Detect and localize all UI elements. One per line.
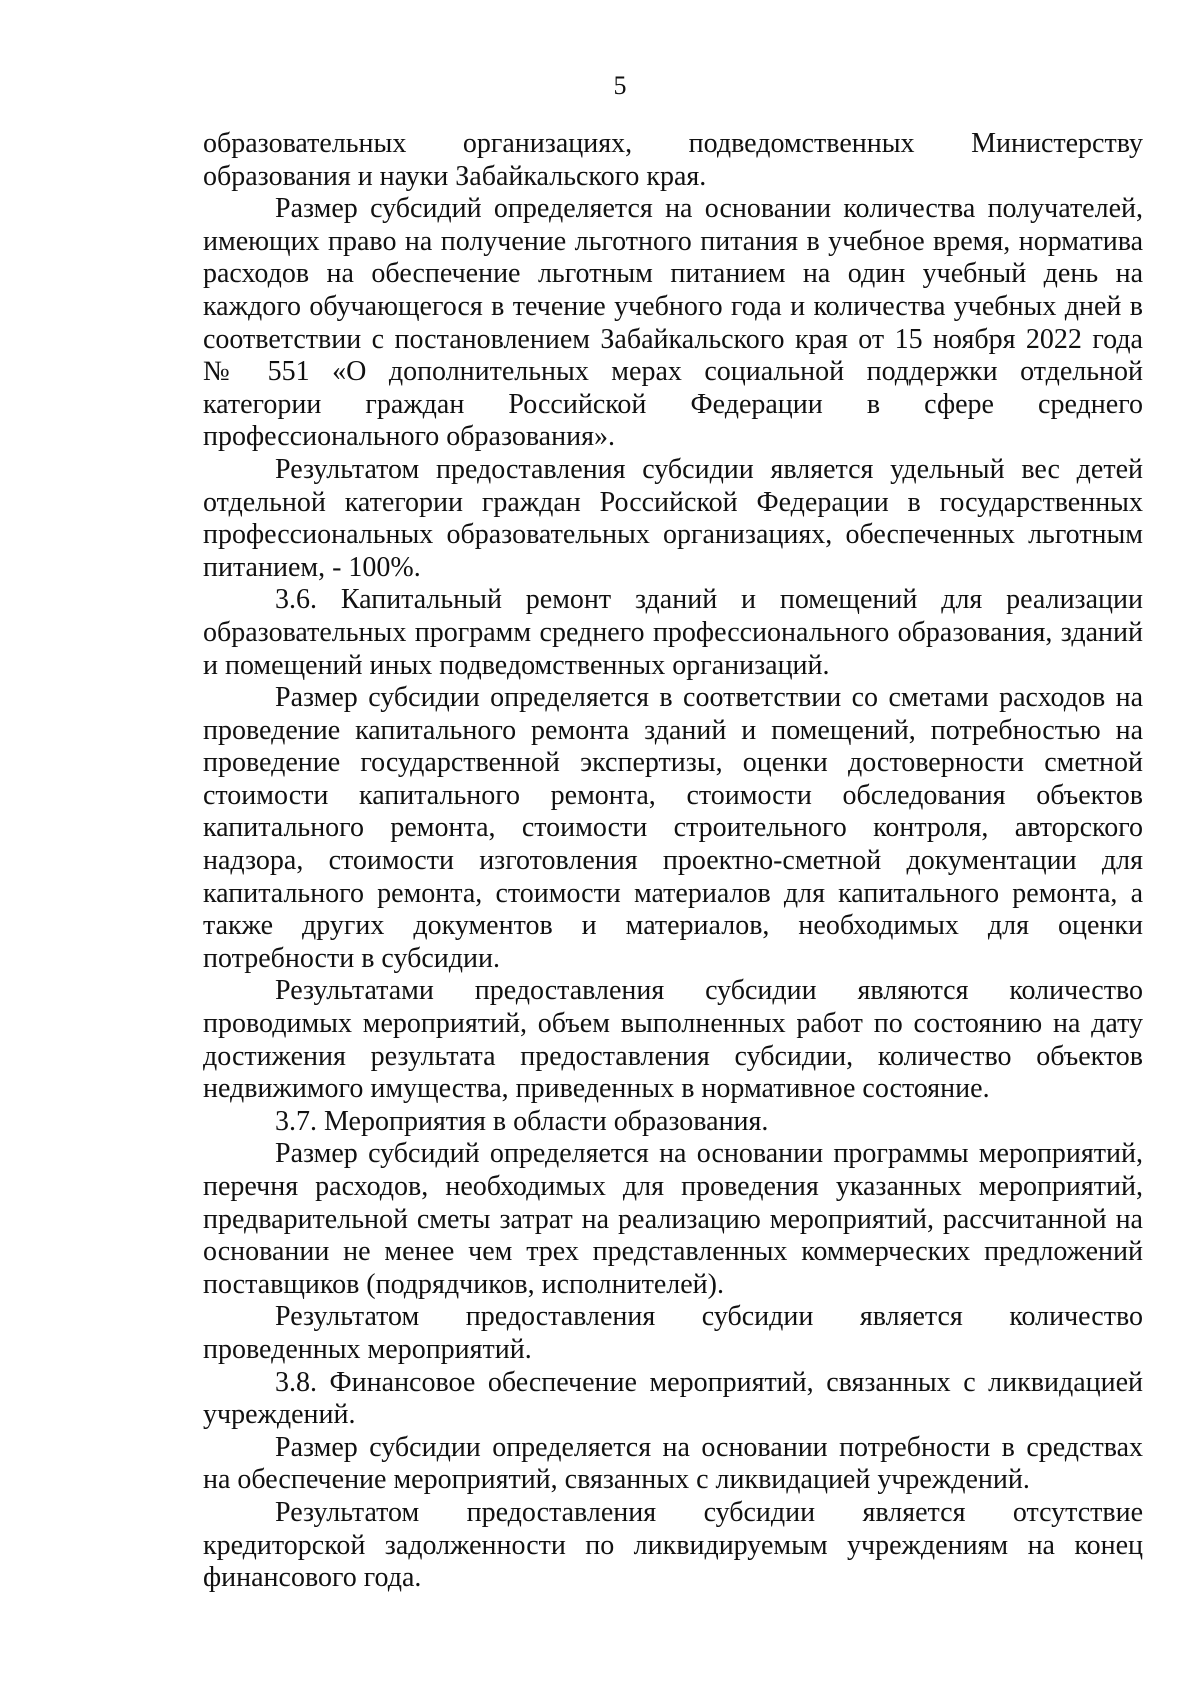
paragraph-result-repair: Результатами предоставления субсидии являются количество проводимых мероприятий, объем выполненных работ по состоянию на дату достижения результата предоставления субсидии, количество объектов недвижимого имущества, приведенных в нормативное состояние. <box>203 975 1143 1105</box>
page-number: 5 <box>613 71 627 100</box>
document-body <box>203 128 1143 1595</box>
paragraph-continuation: образовательных организациях, подведомственных Министерству образования и науки Забайкальского края. <box>203 128 1143 192</box>
paragraph-subsidy-size-meals: Размер субсидий определяется на основании количества получателей, имеющих право на получение льготного питания в учебное время, норматива расходов на обеспечение льготным питанием на один учебный день на каждого обучающегося в течение учебного года и количества учебных дней в соответствии с постановлением Забайкальского края от 15 ноября 2022 года № 551 «О дополнительных мерах социальной поддержки отдельной категории граждан Российской Федерации в сфере среднего профессионального образования». <box>203 193 1143 453</box>
section-3-7-heading: 3.7. Мероприятия в области образования. <box>275 1105 769 1137</box>
paragraph-result-liquidation: Результатом предоставления субсидии является отсутствие кредиторской задолженности по ликвидируемым учреждениям на конец финансового года. <box>203 1496 1143 1594</box>
paragraph-subsidy-size-events: Размер субсидий определяется на основании программы мероприятий, перечня расходов, необходимых для проведения указанных мероприятий, предварительной сметы затрат на реализацию мероприятий, рассчитанной на основании не менее чем трех представленных коммерческих предложений поставщиков (подрядчиков, исполнителей). <box>203 1138 1143 1300</box>
paragraph-result-events: Результатом предоставления субсидии является количество проведенных мероприятий. <box>203 1301 1143 1365</box>
section-3-8-heading: 3.8. Финансовое обеспечение мероприятий, связанных с ликвидацией учреждений. <box>203 1366 1143 1431</box>
paragraph-subsidy-size-liquidation: Размер субсидии определяется на основании потребности в средствах на обеспечение мероприятий, связанных с ликвидацией учреждений. <box>203 1431 1143 1496</box>
paragraph-subsidy-size-repair: Размер субсидии определяется в соответствии со сметами расходов на проведение капитального ремонта зданий и помещений, потребностью на проведение государственной экспертизы, оценки достоверности сметной стоимости капитального ремонта, стоимости обследования объектов капитального ремонта, стоимости строительного контроля, авторского надзора, стоимости изготовления проектно-сметной документации для капитального ремонта, стоимости материалов для капитального ремонта, а также других документов и материалов, необходимых для оценки потребности в субсидии. <box>203 682 1143 974</box>
paragraph-result-meals: Результатом предоставления субсидии является удельный вес детей отдельной категории граждан Российской Федерации в государственных профессиональных образовательных организациях, обеспеченных льготным питанием, - 100%. <box>203 453 1143 583</box>
section-3-6-heading: 3.6. Капитальный ремонт зданий и помещений для реализации образовательных программ среднего профессионального образования, зданий и помещений иных подведомственных организаций. <box>203 584 1143 681</box>
